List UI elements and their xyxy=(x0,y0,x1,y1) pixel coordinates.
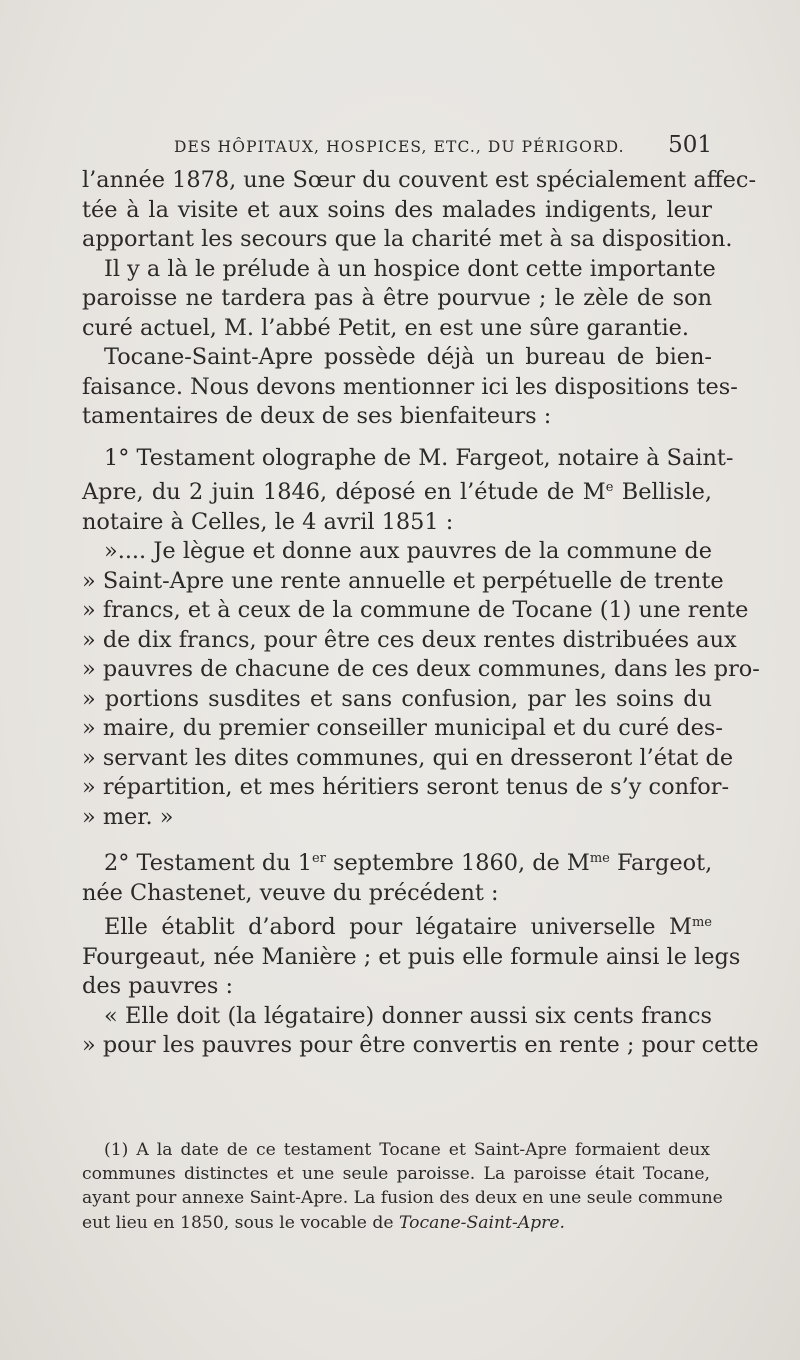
footnote-line: ayant pour annexe Saint-Apre. La fusion des deux en une seule commune xyxy=(82,1188,723,1209)
main-text xyxy=(82,166,760,1061)
text-line: Tocane-Saint-Apre possède déjà un bureau de bien- xyxy=(104,344,712,370)
text-line: Apre, du 2 juin 1846, déposé en l’étude de Me Bellisle, xyxy=(82,479,712,505)
paragraph-gap xyxy=(82,432,712,444)
text-line: faisance. Nous devons mentionner ici les dispositions tes- xyxy=(82,373,738,400)
text-line: tée à la visite et aux soins des malades indigents, leur xyxy=(82,196,712,223)
paragraph-gap xyxy=(82,832,712,844)
quote-line: » mer. » xyxy=(82,803,174,830)
footnote-line: (1) A la date de ce testament Tocane et Saint-Apre formaient deux xyxy=(104,1140,710,1160)
text-line: 1° Testament olographe de M. Fargeot, notaire à Saint- xyxy=(104,444,734,471)
text-line: curé actuel, M. l’abbé Petit, en est une sûre garantie. xyxy=(82,314,690,341)
quote-line: » francs, et à ceux de la commune de Tocane (1) une rente xyxy=(82,597,749,623)
quote-line: « Elle doit (la légataire) donner aussi six cents francs xyxy=(104,1002,712,1029)
text-line: Fourgeaut, née Manière ; et puis elle formule ainsi le legs xyxy=(82,943,741,970)
text-line: tamentaires de deux de ses bienfaiteurs : xyxy=(82,403,552,429)
footnote-text: eut lieu en 1850, sous le vocable de xyxy=(82,1212,400,1233)
page-number: 501 xyxy=(668,132,712,158)
quote-line: » servant les dites communes, qui en dresseront l’état de xyxy=(82,744,734,771)
text-line: Il y a là le prélude à un hospice dont cette importante xyxy=(104,255,716,282)
quote-line: » maire, du premier conseiller municipal et du curé des- xyxy=(82,715,723,741)
footnote-line xyxy=(82,1211,710,1235)
text-line: née Chastenet, veuve du précédent : xyxy=(82,879,499,906)
footnote xyxy=(82,1138,723,1235)
quote-line: » répartition, et mes héritiers seront tenus de s’y confor- xyxy=(82,774,730,800)
text-line: apportant les secours que la charité met à sa disposition. xyxy=(82,226,733,252)
footnote-line: communes distinctes et une seule paroisse. La paroisse était Tocane, xyxy=(82,1164,710,1185)
text-line: Elle établit d’abord pour légataire universelle $M^{me}$ xyxy=(104,914,712,940)
running-head: DES HÔPITAUX, HOSPICES, ETC., DU PÉRIGORD. xyxy=(174,138,625,156)
text-line: l’année 1878, une Sœur du couvent est spécialement affec- xyxy=(82,167,757,193)
quote-line: » portions susdites et sans confusion, par les soins du xyxy=(82,685,712,712)
quote-line: » pour les pauvres pour être convertis en rente ; pour cette xyxy=(82,1032,759,1058)
page-header xyxy=(82,132,712,162)
text-line: des pauvres : xyxy=(82,973,234,999)
footnote-italic-name: Tocane-Saint-Apre. xyxy=(399,1212,566,1233)
text-line: paroisse ne tardera pas à être pourvue ; le zèle de son xyxy=(82,285,712,311)
quote-line: » pauvres de chacune de ces deux communes, dans les pro- xyxy=(82,656,760,682)
text-line: 2° Testament du 1er septembre 1860, de $M^{me}$ Fargeot, xyxy=(104,850,713,876)
quote-line: » de dix francs, pour être ces deux rentes distribuées aux xyxy=(82,626,737,653)
quote-line: ».... Je lègue et donne aux pauvres de la commune de xyxy=(104,538,712,564)
text-line: notaire à Celles, le 4 avril 1851 : xyxy=(82,508,454,535)
quote-line: » Saint-Apre une rente annuelle et perpétuelle de trente xyxy=(82,567,724,594)
